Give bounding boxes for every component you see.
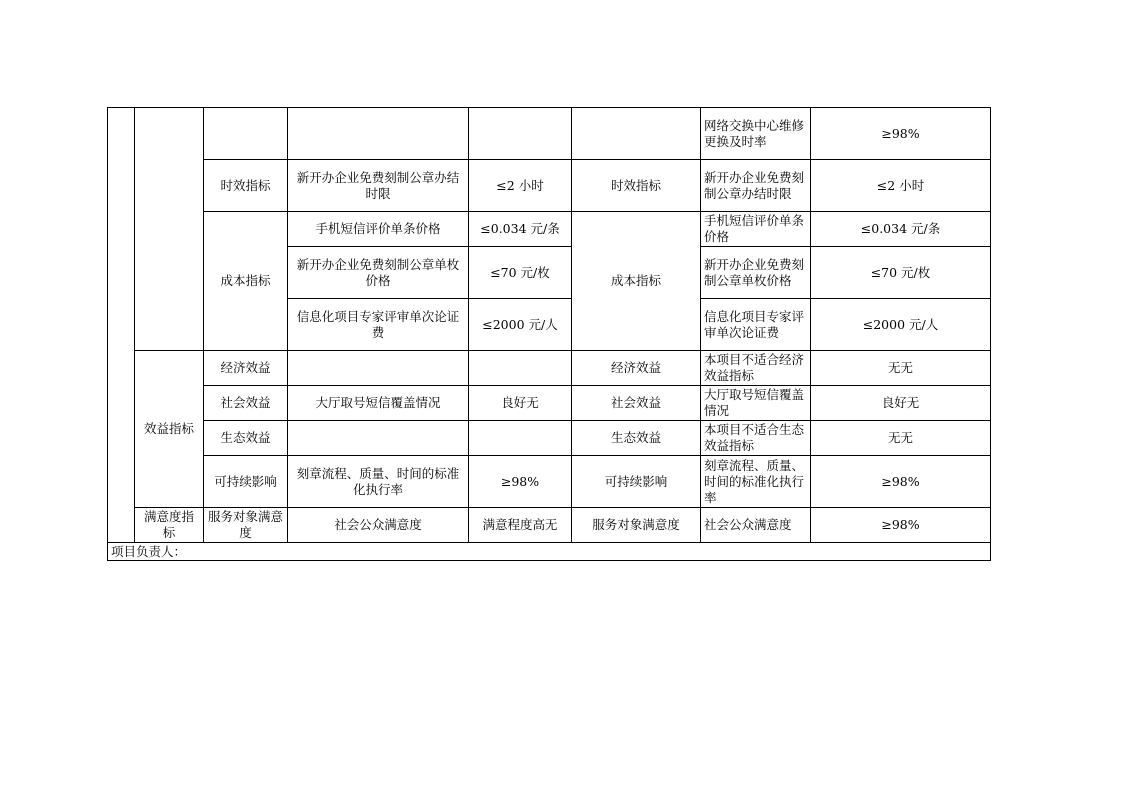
tertiary-indicator-cell: 大厅取号短信覆盖情况 [288,386,469,421]
target-value-cell: 满意程度高无 [469,508,572,543]
table-row [108,160,991,212]
table-row [108,421,991,456]
actual-value-cell: ≤2000 元/人 [811,299,991,351]
secondary-indicator-cell: 成本指标 [204,212,288,351]
secondary-indicator-cell: 成本指标 [572,212,701,351]
actual-value-cell: ≥98% [811,456,991,508]
actual-indicator-cell: 社会公众满意度 [701,508,811,543]
actual-indicator-cell: 网络交换中心维修更换及时率 [701,108,811,160]
table-row [108,386,991,421]
target-value-cell: ≥98% [469,456,572,508]
cell-blank [469,421,572,456]
secondary-indicator-cell: 社会效益 [572,386,701,421]
secondary-indicator-cell: 服务对象满意度 [204,508,288,543]
table-row [108,108,991,160]
primary-indicator-cell: 满意度指标 [135,508,204,543]
actual-value-cell: 无无 [811,351,991,386]
actual-indicator-cell: 新开办企业免费刻制公章办结时限 [701,160,811,212]
cell-blank [572,108,701,160]
secondary-indicator-cell: 时效指标 [204,160,288,212]
secondary-indicator-cell: 生态效益 [572,421,701,456]
secondary-indicator-cell: 生态效益 [204,421,288,456]
tertiary-indicator-cell: 信息化项目专家评审单次论证费 [288,299,469,351]
actual-indicator-cell: 手机短信评价单条价格 [701,212,811,247]
tertiary-indicator-cell: 社会公众满意度 [288,508,469,543]
table-row [108,456,991,508]
actual-value-cell: ≥98% [811,508,991,543]
secondary-indicator-cell: 时效指标 [572,160,701,212]
actual-value-cell: ≤70 元/枚 [811,247,991,299]
actual-indicator-cell: 信息化项目专家评审单次论证费 [701,299,811,351]
primary-indicator-cell: 效益指标 [135,351,204,508]
footer-row [108,543,991,561]
table-row [108,212,991,247]
actual-indicator-cell: 大厅取号短信覆盖情况 [701,386,811,421]
cell-blank [204,108,288,160]
target-value-cell: ≤2 小时 [469,160,572,212]
cell-blank-outer [108,108,135,543]
cell-blank [288,108,469,160]
tertiary-indicator-cell: 新开办企业免费刻制公章办结时限 [288,160,469,212]
table-row [108,351,991,386]
target-value-cell: ≤0.034 元/条 [469,212,572,247]
target-value-cell: ≤2000 元/人 [469,299,572,351]
cell-blank-category [135,108,204,351]
actual-value-cell: 无无 [811,421,991,456]
cell-blank [288,421,469,456]
actual-value-cell: ≤0.034 元/条 [811,212,991,247]
secondary-indicator-cell: 可持续影响 [572,456,701,508]
performance-indicator-table [107,107,991,561]
actual-indicator-cell: 刻章流程、质量、时间的标准化执行率 [701,456,811,508]
cell-blank [469,108,572,160]
actual-indicator-cell: 新开办企业免费刻制公章单枚价格 [701,247,811,299]
actual-value-cell: ≥98% [811,108,991,160]
target-value-cell: 良好无 [469,386,572,421]
actual-value-cell: 良好无 [811,386,991,421]
actual-indicator-cell: 本项目不适合生态效益指标 [701,421,811,456]
secondary-indicator-cell: 经济效益 [204,351,288,386]
target-value-cell: ≤70 元/枚 [469,247,572,299]
cell-blank [288,351,469,386]
secondary-indicator-cell: 经济效益 [572,351,701,386]
secondary-indicator-cell: 服务对象满意度 [572,508,701,543]
secondary-indicator-cell: 社会效益 [204,386,288,421]
tertiary-indicator-cell: 手机短信评价单条价格 [288,212,469,247]
tertiary-indicator-cell: 新开办企业免费刻制公章单枚价格 [288,247,469,299]
secondary-indicator-cell: 可持续影响 [204,456,288,508]
table-row [108,508,991,543]
actual-indicator-cell: 本项目不适合经济效益指标 [701,351,811,386]
project-responsible-label: 项目负责人： [108,543,991,561]
actual-value-cell: ≤2 小时 [811,160,991,212]
tertiary-indicator-cell: 刻章流程、质量、时间的标准化执行率 [288,456,469,508]
cell-blank [469,351,572,386]
